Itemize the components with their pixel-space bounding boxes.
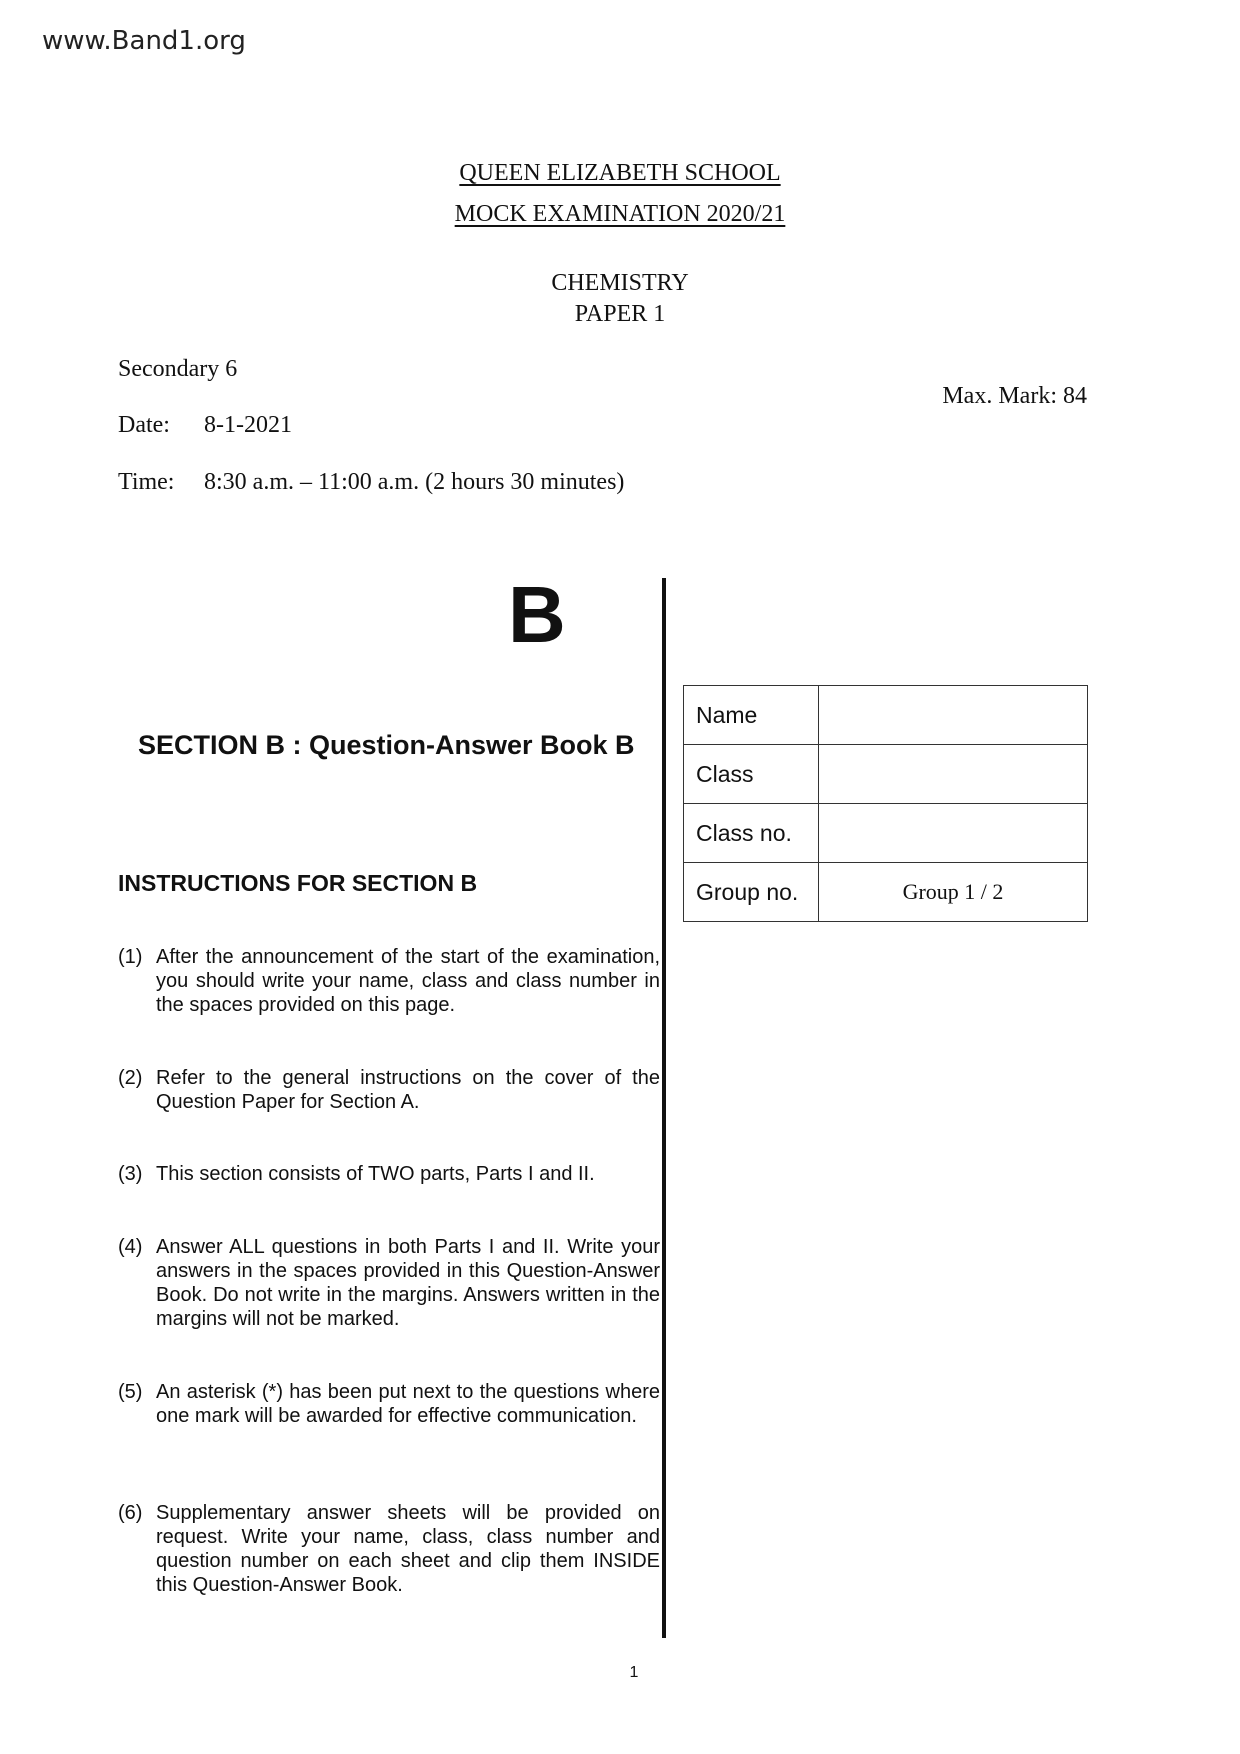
instruction-text: Refer to the general instructions on the cover of the Question Paper for Section A. <box>156 1067 660 1113</box>
instruction-text: Supplementary answer sheets will be provided on request. Write your name, class, class number and question number on each sheet and clip them INSIDE this Question-Answer Book. <box>156 1502 660 1596</box>
name-field[interactable] <box>819 686 1088 745</box>
instruction-number: (5) <box>118 1381 143 1403</box>
instruction-item <box>118 1235 660 1331</box>
exam-time <box>118 469 624 496</box>
group-no-label: Group no. <box>684 863 819 922</box>
subject-title: CHEMISTRY <box>551 270 689 296</box>
class-row <box>684 745 1088 804</box>
class-no-label: Class no. <box>684 804 819 863</box>
paper-title: PAPER 1 <box>574 301 666 327</box>
class-no-field[interactable] <box>819 804 1088 863</box>
watermark-url: www.Band1.org <box>42 26 246 56</box>
time-label: Time: <box>118 469 175 495</box>
group-no-row <box>684 863 1088 922</box>
max-mark: Max. Mark: 84 <box>942 383 1087 409</box>
instruction-number: (6) <box>118 1502 143 1524</box>
instruction-text: This section consists of TWO parts, Parts I and II. <box>156 1163 595 1185</box>
name-row <box>684 686 1088 745</box>
class-no-row <box>684 804 1088 863</box>
instruction-item <box>118 1066 660 1114</box>
section-title: SECTION B : Question-Answer Book B <box>138 730 635 760</box>
book-letter: B <box>508 570 566 659</box>
form-level: Secondary 6 <box>118 356 238 382</box>
class-field[interactable] <box>819 745 1088 804</box>
group-no-field[interactable]: Group 1 / 2 <box>819 863 1088 922</box>
instruction-number: (4) <box>118 1236 143 1258</box>
instruction-number: (2) <box>118 1067 143 1089</box>
instructions-heading: INSTRUCTIONS FOR SECTION B <box>118 870 478 896</box>
time-value: 8:30 a.m. – 11:00 a.m. (2 hours 30 minutes) <box>204 469 625 495</box>
instruction-item <box>118 1162 660 1186</box>
exam-title: MOCK EXAMINATION 2020/21 <box>454 201 786 227</box>
instruction-number: (1) <box>118 946 143 968</box>
date-value: 8-1-2021 <box>204 412 292 438</box>
exam-date <box>118 412 292 439</box>
name-label: Name <box>684 686 819 745</box>
instruction-item <box>118 945 660 1017</box>
school-name: QUEEN ELIZABETH SCHOOL <box>459 160 781 186</box>
instruction-text: After the announcement of the start of the examination, you should write your name, class and class number in the spaces provided on this page. <box>156 946 660 1016</box>
class-label: Class <box>684 745 819 804</box>
page-number: 1 <box>629 1664 639 1681</box>
student-info-table <box>683 685 1088 922</box>
vertical-divider <box>662 578 666 1638</box>
instruction-item <box>118 1501 660 1597</box>
instruction-text: Answer ALL questions in both Parts I and II. Write your answers in the spaces provided in this Question-Answer Book. Do not write in the margins. Answers written in the margins will not be marked. <box>156 1236 660 1330</box>
instruction-item <box>118 1380 660 1428</box>
instruction-text: An asterisk (*) has been put next to the questions where one mark will be awarded for effective communication. <box>156 1381 660 1427</box>
date-label: Date: <box>118 412 170 438</box>
instruction-number: (3) <box>118 1163 143 1185</box>
